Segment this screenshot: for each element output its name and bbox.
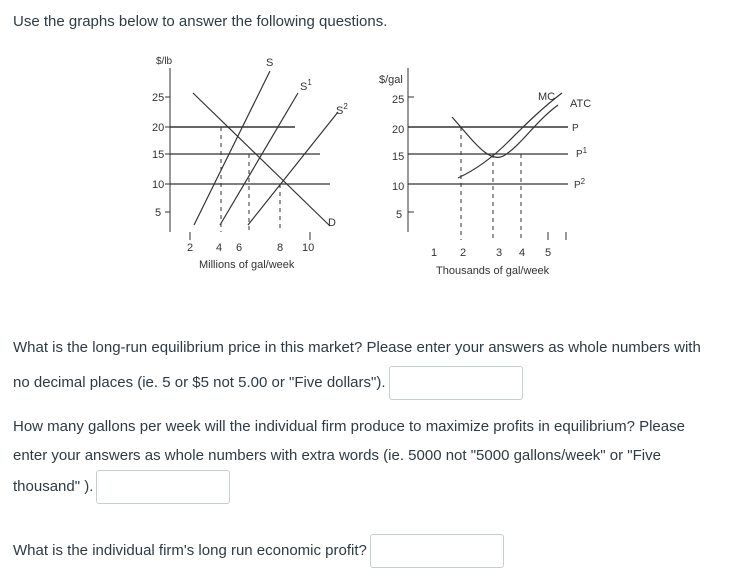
market-ytick: 20 bbox=[152, 122, 165, 134]
firm-ylabel: $/gal bbox=[379, 74, 403, 86]
market-xlabel: Millions of gal/week bbox=[199, 259, 295, 271]
firm-xtick: 4 bbox=[519, 247, 526, 259]
answer-1-input[interactable] bbox=[389, 366, 523, 400]
graphs-figure bbox=[130, 50, 610, 285]
price-label-p2: $P^2$ bbox=[574, 177, 586, 191]
firm-ytick: 20 bbox=[392, 124, 405, 136]
market-xtick: 10 bbox=[302, 242, 315, 254]
price-label-p1: $P^1$ bbox=[576, 146, 588, 160]
market-ytick: 5 bbox=[155, 207, 162, 219]
answer-3-input[interactable] bbox=[370, 534, 504, 568]
mc-label: MC bbox=[538, 91, 556, 103]
supply-label-s2: $S^2$ bbox=[336, 102, 348, 117]
market-xtick: 8 bbox=[277, 242, 284, 254]
firm-xtick: 1 bbox=[431, 247, 438, 259]
firm-xtick: 3 bbox=[496, 247, 503, 259]
intro-text: Use the graphs below to answer the following questions. bbox=[13, 13, 388, 30]
market-labels bbox=[152, 56, 348, 271]
firm-ytick: 10 bbox=[392, 181, 405, 193]
market-ytick: 25 bbox=[152, 92, 165, 104]
market-graph bbox=[165, 68, 338, 240]
firm-xtick: 5 bbox=[545, 247, 552, 259]
price-label-p: P bbox=[572, 123, 579, 134]
supply-label-s: S bbox=[266, 57, 274, 69]
firm-xtick: 2 bbox=[460, 247, 467, 259]
supply-label-s1: $S^1$ bbox=[300, 78, 312, 93]
firm-xlabel: Thousands of gal/week bbox=[436, 265, 550, 277]
atc-label: ATC bbox=[570, 98, 592, 110]
firm-labels bbox=[379, 74, 591, 277]
firm-ytick: 5 bbox=[396, 209, 403, 221]
market-xtick: 2 bbox=[187, 242, 194, 254]
market-ytick: 15 bbox=[152, 149, 165, 161]
market-ylabel: $/lb bbox=[156, 56, 173, 67]
firm-ytick: 15 bbox=[392, 151, 405, 163]
firm-ytick: 25 bbox=[392, 94, 405, 106]
question-2 bbox=[13, 412, 718, 504]
question-1-text: What is the long-run equilibrium price in this market? Please enter your answers as whole numbers with no decimal places (ie. 5 or $5 not 5.00 or "Five dollars"). bbox=[13, 339, 701, 391]
question-3-text: What is the individual firm's long run economic profit? bbox=[13, 542, 367, 559]
answer-2-input[interactable] bbox=[96, 470, 230, 504]
market-xtick: 4 bbox=[216, 242, 223, 254]
question-1 bbox=[13, 330, 718, 400]
market-ytick: 10 bbox=[152, 179, 165, 191]
demand-label: D bbox=[328, 217, 336, 229]
market-xtick: 6 bbox=[236, 242, 243, 254]
question-2-text: How many gallons per week will the individual firm produce to maximize profits in equilibrium? Please enter your answers as whole numbers with extra words (ie. 5000 not "5000 gallons/week" or "Five thousand" ). bbox=[13, 418, 685, 495]
question-3 bbox=[13, 533, 718, 568]
